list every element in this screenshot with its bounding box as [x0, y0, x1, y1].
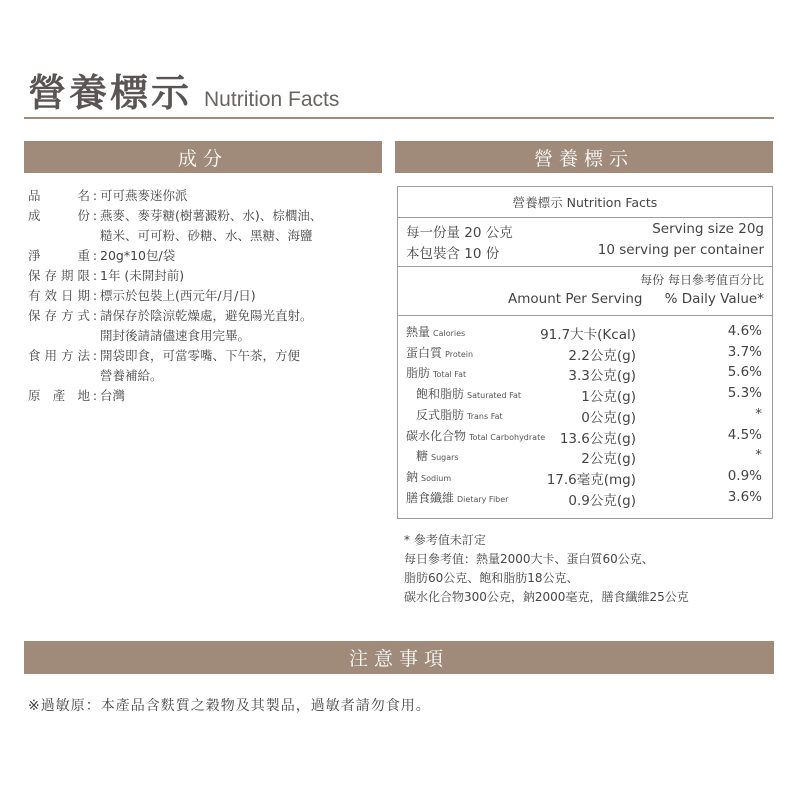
- nutrient-daily-value: 0.9%: [727, 467, 762, 484]
- nutrient-daily-value: 3.6%: [727, 488, 762, 505]
- info-row-expiry: 有效日期 : 標示於包裝上(西元年/月/日): [28, 286, 378, 306]
- nutrient-row: [398, 323, 772, 343]
- nutrient-daily-value: 4.6%: [727, 323, 762, 339]
- info-row-usage: 食用方法 : 開袋即食，可當零嘴、下午茶，方便 營養補給。: [28, 346, 378, 386]
- info-label: 淨 重: [28, 248, 90, 263]
- info-row-ingredients: 成 份 : 燕麥、麥芽糖(樹薯澱粉、水)、棕櫚油、 糙米、可可粉、砂糖、水、黑糖、海鹽: [28, 206, 378, 246]
- servings-en: 10 serving per container: [597, 242, 764, 258]
- servings-row: [398, 242, 772, 262]
- nutrition-table-title: 營養標示 Nutrition Facts: [398, 187, 772, 218]
- column-header-en: [398, 291, 772, 311]
- footnote-line: * 參考值未訂定: [404, 533, 486, 547]
- serving-size-zh: 每一份量 20 公克: [406, 225, 513, 241]
- nutrient-name: 膳食纖維 Dietary Fiber: [406, 490, 509, 505]
- nutrient-row: [398, 385, 772, 405]
- servings-zh: 本包裝含 10 份: [406, 246, 500, 262]
- nutrient-row: [398, 489, 772, 509]
- info-value: 台灣: [100, 388, 126, 403]
- nutrient-daily-value: 5.3%: [727, 385, 762, 402]
- notice-section-header: 注意事項: [24, 641, 774, 674]
- info-value: 可可燕麥迷你派: [100, 188, 188, 203]
- info-label: 保存期限: [28, 268, 90, 283]
- info-value: 1年 (未開封前): [100, 268, 185, 283]
- nutrient-amount: 17.6毫克(mg): [546, 471, 636, 488]
- nutrition-facts-table: [397, 186, 773, 519]
- footnote-line: 脂肪60公克、飽和脂肪18公克、: [404, 571, 579, 585]
- info-value: 請保存於陰涼乾燥處，避免陽光直射。 開封後請請儘速食用完畢。: [100, 308, 313, 343]
- nutrient-amount: 1公克(g): [581, 389, 636, 406]
- page-title-en: Nutrition Facts: [204, 88, 340, 111]
- column-header-zh: 每份 每日參考值百分比: [640, 273, 764, 287]
- nutrition-section-header: 營養標示: [395, 141, 773, 173]
- nutrient-amount: 2公克(g): [581, 451, 636, 468]
- nutrient-name: 飽和脂肪 Saturated Fat: [416, 387, 521, 402]
- nutrient-daily-value: *: [755, 405, 762, 422]
- info-label: 原 產 地: [28, 388, 90, 403]
- nutrient-row: [398, 468, 772, 488]
- footnote-line: 碳水化合物300公克，鈉2000毫克，膳食纖維25公克: [404, 590, 689, 604]
- nutrient-row: [398, 447, 772, 467]
- title-divider: [24, 117, 774, 119]
- nutrient-row: [398, 406, 772, 426]
- table-divider: [398, 266, 772, 267]
- nutrient-daily-value: 4.5%: [727, 426, 762, 443]
- page-title-zh: 營養標示: [28, 71, 193, 115]
- serving-size-row: [398, 221, 772, 241]
- info-label: 保存方式: [28, 308, 90, 323]
- info-label: 食用方法: [28, 348, 90, 363]
- info-value: 燕麥、麥芽糖(樹薯澱粉、水)、棕櫚油、 糙米、可可粉、砂糖、水、黑糖、海鹽: [100, 208, 323, 243]
- ingredients-section-header: 成分: [24, 141, 382, 173]
- info-row-shelf-life: 保存期限 : 1年 (未開封前): [28, 266, 378, 286]
- nutrient-name: 糖 Sugars: [416, 449, 459, 464]
- info-label: 有效日期: [28, 288, 90, 303]
- nutrient-daily-value: *: [755, 447, 762, 464]
- nutrient-amount: 91.7大卡(Kcal): [540, 327, 636, 343]
- page-title: [28, 62, 339, 117]
- nutrient-name: 熱量 Calories: [406, 325, 466, 339]
- serving-size-en: Serving size 20g: [652, 221, 764, 237]
- nutrient-name: 蛋白質 Protein: [406, 345, 474, 360]
- info-value: 開袋即食，可當零嘴、下午茶，方便 營養補給。: [100, 348, 301, 383]
- nutrient-amount: 3.3公克(g): [568, 368, 636, 385]
- nutrient-amount: 0.9公克(g): [568, 492, 636, 509]
- info-value: 標示於包裝上(西元年/月/日): [100, 288, 256, 303]
- nutrient-daily-value: 3.7%: [727, 343, 762, 360]
- table-divider: [398, 315, 772, 316]
- info-value: 20g*10包/袋: [100, 248, 176, 263]
- nutrient-name: 脂肪 Total Fat: [406, 366, 467, 381]
- info-row-origin: 原 產 地 : 台灣: [28, 386, 378, 406]
- info-row-name: 品 名 : 可可燕麥迷你派: [28, 186, 378, 206]
- footnote-line: 每日參考值：熱量2000大卡、蛋白質60公克、: [404, 552, 654, 566]
- nutrient-daily-value: 5.6%: [727, 364, 762, 381]
- product-info-list: [28, 186, 378, 406]
- nutrient-row: [398, 344, 772, 364]
- nutrient-name: 鈉 Sodium: [406, 469, 452, 484]
- info-label: 成 份: [28, 208, 90, 223]
- info-row-net-weight: 淨 重 : 20g*10包/袋: [28, 246, 378, 266]
- nutrient-amount: 0公克(g): [581, 409, 636, 426]
- nutrient-name: 碳水化合物 Total Carbohydrate: [406, 428, 546, 443]
- nutrient-amount: 2.2公克(g): [568, 347, 636, 364]
- nutrition-footnotes: [404, 531, 689, 607]
- info-row-storage: 保存方式 : 請保存於陰涼乾燥處，避免陽光直射。 開封後請請儘速食用完畢。: [28, 306, 378, 346]
- nutrient-name: 反式脂肪 Trans Fat: [416, 407, 503, 422]
- nutrient-row: [398, 364, 772, 384]
- nutrient-amount: 13.6公克(g): [559, 430, 636, 447]
- allergen-notice: ※過敏原：本產品含麩質之穀物及其製品，過敏者請勿食用。: [28, 698, 431, 714]
- daily-value-header: % Daily Value*: [664, 291, 764, 307]
- amount-per-serving-header: Amount Per Serving: [508, 291, 643, 307]
- nutrient-row: [398, 427, 772, 447]
- info-label: 品 名: [28, 188, 90, 203]
